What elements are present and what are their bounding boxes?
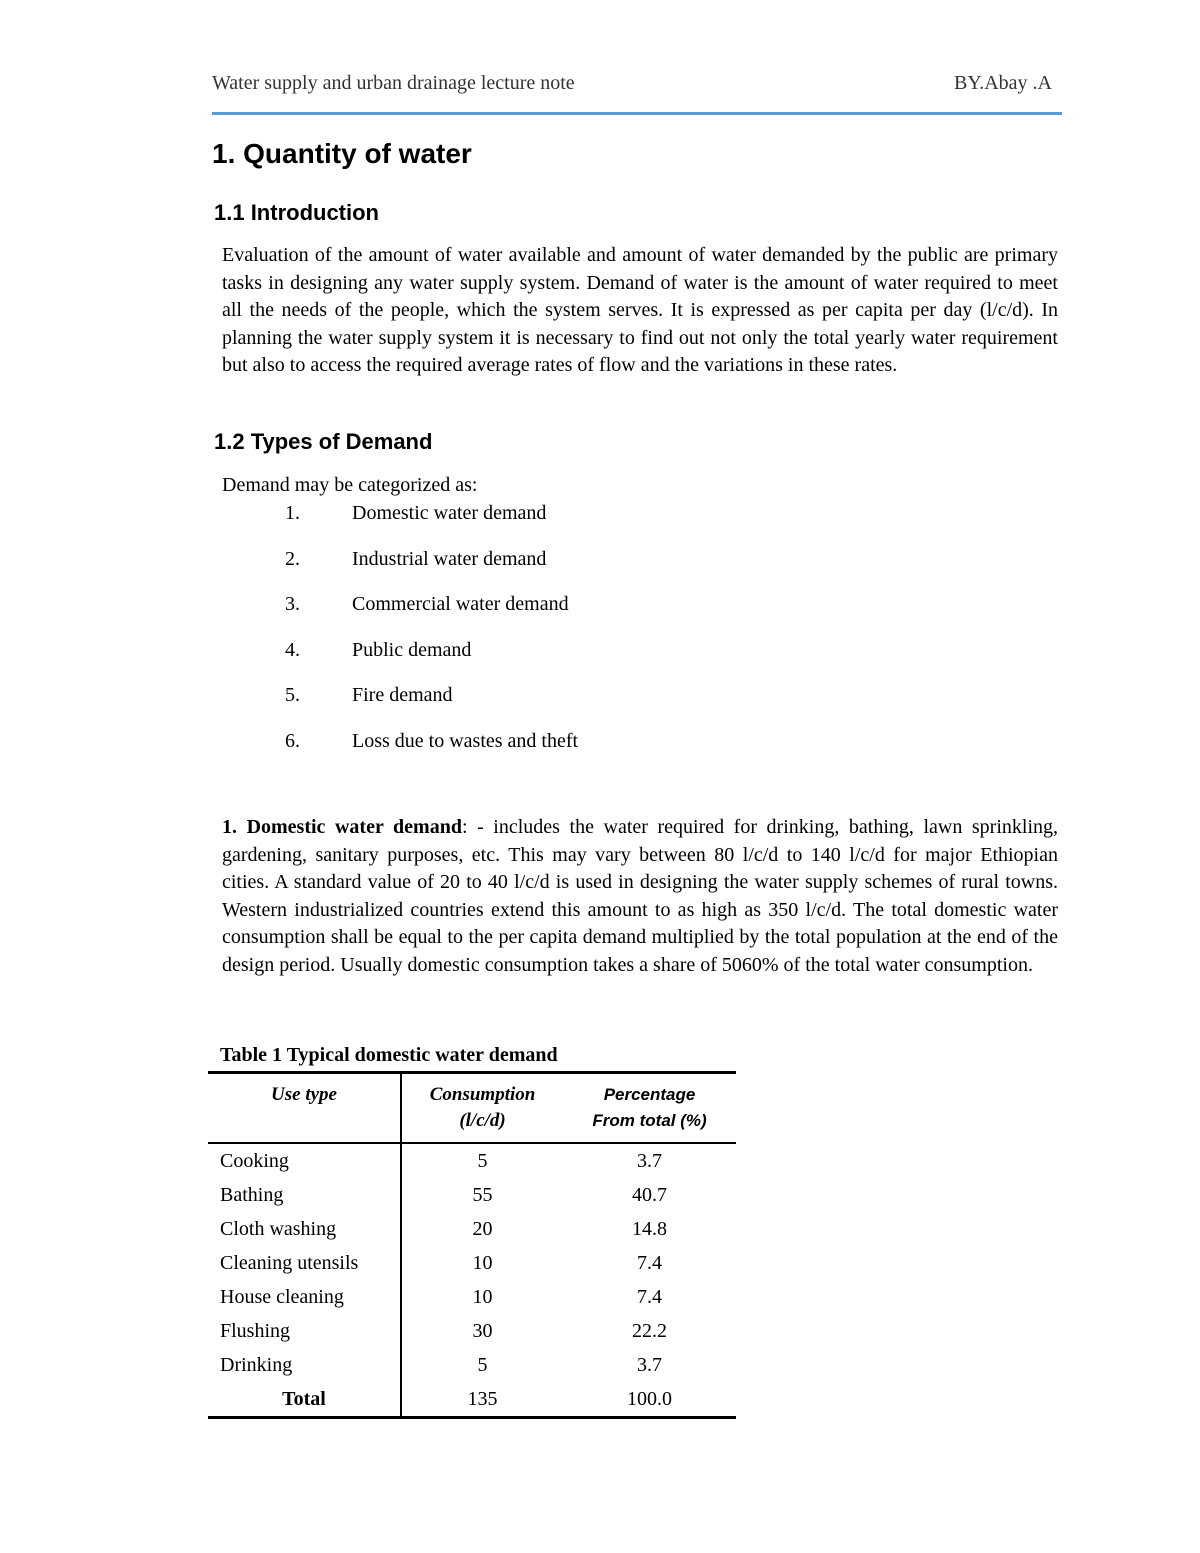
list-item-number: 3. (285, 593, 300, 615)
list-item (222, 548, 1058, 594)
table-row (208, 1280, 736, 1314)
cell-consumption: 5 (477, 1149, 488, 1172)
list-item-number: 1. (285, 502, 300, 524)
list-item (222, 593, 1058, 639)
cell-percentage: 3.7 (637, 1149, 663, 1172)
column-header-unit: (l/c/d) (459, 1110, 506, 1131)
cell-consumption: 55 (472, 1183, 493, 1206)
cell-consumption: 10 (472, 1251, 493, 1274)
cell-percentage: 40.7 (632, 1183, 668, 1206)
section-heading-introduction: 1.1 Introduction (214, 200, 379, 225)
list-item-number: 6. (285, 729, 300, 752)
table-caption: Table 1 Typical domestic water demand (220, 1044, 558, 1066)
section-heading-types-of-demand: 1.2 Types of Demand (214, 429, 433, 454)
column-header-consumption (401, 1073, 563, 1144)
column-header-label: Consumption (429, 1084, 536, 1105)
table-header-row (208, 1073, 736, 1144)
list-item-label: Loss due to wastes and theft (352, 729, 579, 752)
cell-total-consumption: 135 (467, 1387, 498, 1410)
table-row (208, 1178, 736, 1212)
cell-use-type: House cleaning (208, 1280, 401, 1314)
cell-total-percentage: 100.0 (627, 1387, 673, 1410)
column-header-unit: From total (%) (592, 1111, 707, 1130)
domestic-demand-lead: 1. Domestic water demand (222, 816, 462, 838)
demand-types-list (222, 472, 1058, 775)
cell-use-type: Drinking (208, 1348, 401, 1382)
list-item-number: 2. (285, 547, 300, 570)
introduction-paragraph: Evaluation of the amount of water available and amount of water demanded by the public are primary tasks in designing any water supply system. Demand of water is the amount of water required to meet all the needs of the people, which the system serves. It is expressed as per capita per day (l/c/d). In planning the water supply system it is necessary to find out not only the total yearly water requirement but also to access the required average rates of flow and the variations in these rates. (222, 244, 1058, 376)
list-item-number: 4. (285, 638, 300, 661)
list-item (222, 639, 1058, 685)
page-header (212, 72, 1062, 115)
list-item (222, 684, 1058, 730)
chapter-title: 1. Quantity of water (212, 138, 472, 169)
header-title: Water supply and urban drainage lecture note (212, 72, 575, 94)
cell-use-type: Flushing (208, 1314, 401, 1348)
cell-use-type: Cleaning utensils (208, 1246, 401, 1280)
list-item-label: Commercial water demand (352, 593, 569, 615)
domestic-demand-paragraph (222, 814, 1058, 979)
column-header-label: Percentage (603, 1085, 696, 1104)
cell-use-type: Cloth washing (208, 1212, 401, 1246)
list-item-number: 5. (285, 684, 300, 706)
cell-percentage: 7.4 (637, 1251, 663, 1274)
cell-consumption: 30 (472, 1319, 493, 1342)
cell-percentage: 7.4 (637, 1285, 663, 1308)
cell-percentage: 22.2 (632, 1319, 668, 1342)
list-item-label: Fire demand (352, 684, 453, 706)
list-item-label: Public demand (352, 638, 472, 661)
cell-percentage: 3.7 (637, 1353, 663, 1376)
cell-consumption: 20 (472, 1217, 493, 1240)
cell-percentage: 14.8 (632, 1217, 668, 1240)
table-row (208, 1348, 736, 1382)
table-total-row (208, 1382, 736, 1418)
list-item (222, 502, 1058, 548)
cell-consumption: 5 (477, 1353, 488, 1376)
column-header-label: Use type (271, 1084, 337, 1105)
header-author: BY.Abay .A (954, 72, 1052, 94)
domestic-demand-text: : - includes the water required for drinking, bathing, lawn sprinkling, gardening, sanitary purposes, etc. This may vary between 80 l/c/d to 140 l/c/d for major Ethiopian cities. A standard value of 20 to 40 l/c/d is used in designing the water supply schemes of rural towns. Western industrialized countries extend this amount to as high as 350 l/c/d. The total domestic water consumption shall be equal to the per capita demand multiplied by the total population at the end of the design period. Usually domestic consumption takes a share of 5060% of the total water consumption. (222, 816, 1058, 976)
table-row (208, 1246, 736, 1280)
cell-consumption: 10 (472, 1285, 493, 1308)
table-row (208, 1314, 736, 1348)
cell-use-type: Cooking (208, 1143, 401, 1178)
table-row (208, 1143, 736, 1178)
list-item (222, 730, 1058, 776)
list-item-label: Domestic water demand (352, 502, 547, 524)
cell-use-type: Bathing (208, 1178, 401, 1212)
cell-total-label: Total (208, 1382, 401, 1418)
list-item-label: Industrial water demand (352, 547, 547, 570)
demand-list-intro: Demand may be categorized as: (222, 474, 478, 496)
column-header-percentage (563, 1073, 736, 1144)
table-row (208, 1212, 736, 1246)
domestic-demand-table (208, 1071, 736, 1419)
column-header-use-type (208, 1073, 401, 1144)
